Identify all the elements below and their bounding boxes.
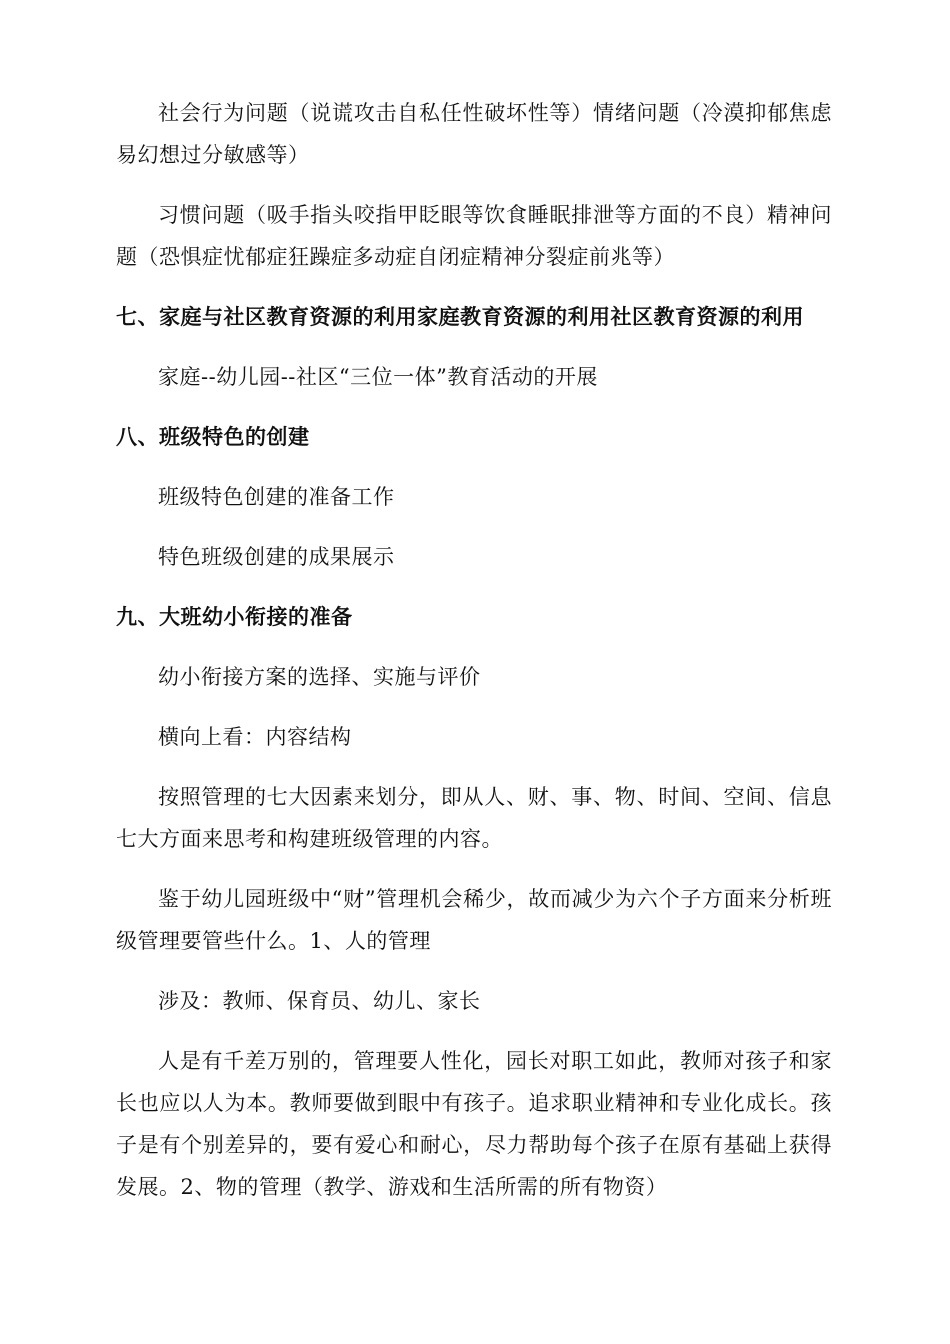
- heading-section-eight: 八、班级特色的创建: [116, 425, 310, 449]
- paragraph-class-feature-results: 特色班级创建的成果展示: [158, 545, 395, 569]
- paragraph-people-management: 人是有千差万别的，管理要人性化，园长对职工如此，教师对孩子和家长也应以人为本。教师要做到眼中有孩子。追求职业精神和专业化成长。孩子是有个别差异的，要有爱心和耐心，尽力帮助每个孩子在原有基础上获得发展。2、物的管理（教学、游戏和生活所需的所有物资）: [116, 1049, 832, 1199]
- paragraph-transition-plan: 幼小衔接方案的选择、实施与评价: [158, 665, 481, 689]
- paragraph-habit-problems: 习惯问题（吸手指头咬指甲眨眼等饮食睡眠排泄等方面的不良）精神问题（恐惧症忧郁症狂躁症多动症自闭症精神分裂症前兆等）: [116, 203, 832, 269]
- paragraph-class-feature-preparation: 班级特色创建的准备工作: [158, 485, 395, 509]
- heading-section-nine: 九、大班幼小衔接的准备: [116, 605, 353, 629]
- paragraph-six-aspects: 鉴于幼儿园班级中“财”管理机会稀少，故而减少为六个子方面来分析班级管理要管些什么。1、人的管理: [116, 887, 832, 953]
- paragraph-social-behavior-problems: 社会行为问题（说谎攻击自私任性破坏性等）情绪问题（冷漠抑郁焦虑易幻想过分敏感等）: [116, 101, 832, 167]
- heading-section-seven: 七、家庭与社区教育资源的利用家庭教育资源的利用社区教育资源的利用: [116, 305, 804, 329]
- paragraph-seven-factors: 按照管理的七大因素来划分，即从人、财、事、物、时间、空间、信息七大方面来思考和构建班级管理的内容。: [116, 785, 832, 851]
- paragraph-three-in-one: 家庭--幼儿园--社区“三位一体”教育活动的开展: [158, 365, 598, 389]
- paragraph-horizontal-view: 横向上看：内容结构: [158, 725, 352, 749]
- document-page: [116, 92, 832, 1226]
- paragraph-involved-people: 涉及：教师、保育员、幼儿、家长: [158, 989, 481, 1013]
